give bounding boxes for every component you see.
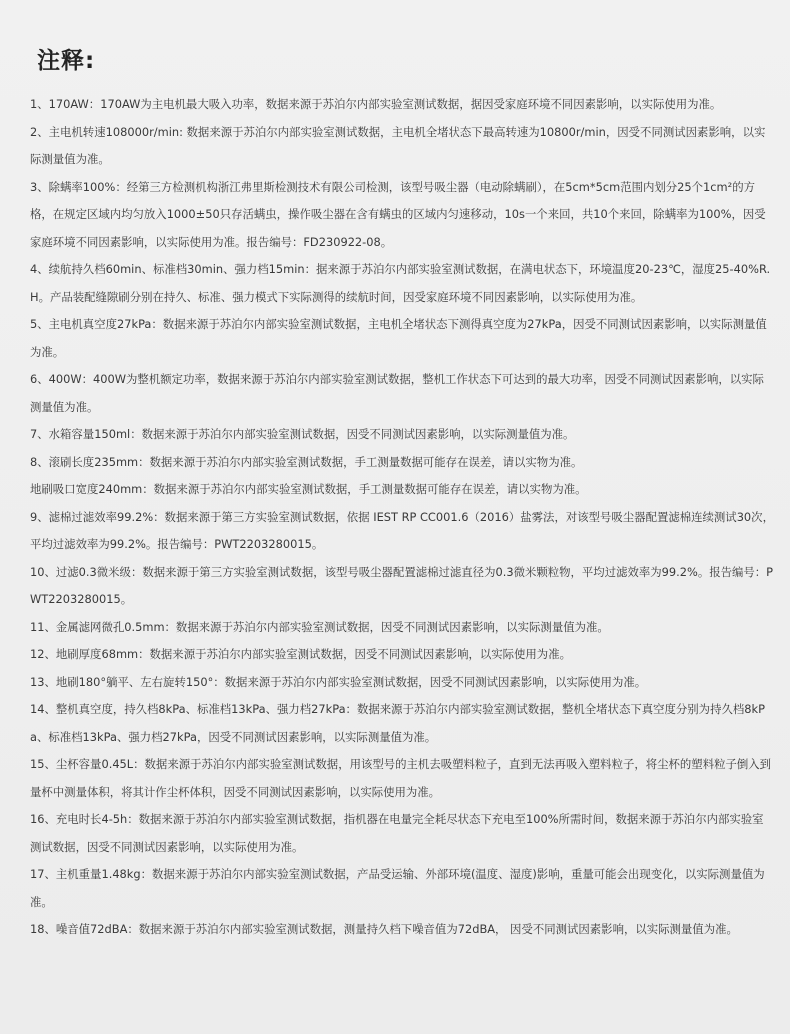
note-item-6: 6、400W：400W为整机额定功率，数据来源于苏泊尔内部实验室测试数据，整机工作状态下可达到的最大功率，因受不同测试因素影响，以实际测量值为准。: [30, 372, 764, 414]
note-item-13: 13、地刷180°躺平、左右旋转150°：数据来源于苏泊尔内部实验室测试数据，因受不同测试因素影响，以实际使用为准。: [30, 674, 647, 689]
notes-list: [30, 91, 774, 944]
note-item-14: 14、整机真空度，持久档8kPa、标准档13kPa、强力档27kPa：数据来源于苏泊尔内部实验室测试数据，整机全堵状态下真空度分别为持久档8kPa、标准档13kPa、强力档27kPa，因受不同测试因素影响，以实际测量值为准。: [30, 702, 765, 744]
note-item-12: 12、地刷厚度68mm：数据来源于苏泊尔内部实验室测试数据，因受不同测试因素影响，以实际使用为准。: [30, 647, 571, 661]
note-item-1: 1、170AW：170AW为主电机最大吸入功率，数据来源于苏泊尔内部实验室测试数据，据因受家庭环境不同因素影响，以实际使用为准。: [30, 97, 722, 111]
note-item-5: 5、主电机真空度27kPa：数据来源于苏泊尔内部实验室测试数据，主电机全堵状态下测得真空度为27kPa，因受不同测试因素影响，以实际测量值为准。: [30, 317, 767, 359]
note-item-18: 18、噪音值72dBA：数据来源于苏泊尔内部实验室测试数据，测量持久档下噪音值为72dBA， 因受不同测试因素影响，以实际测量值为准。: [30, 922, 738, 936]
note-item-15: 15、尘杯容量0.45L：数据来源于苏泊尔内部实验室测试数据，用该型号的主机去吸塑料粒子，直到无法再吸入塑料粒子，将尘杯的塑料粒子倒入到量杯中测量体积，将其计作尘杯体积，因受不同测试因素影响，以实际使用为准。: [30, 757, 772, 799]
note-item-3: 3、除螨率100%：经第三方检测机构浙江弗里斯检测技术有限公司检测，该型号吸尘器（电动除螨刷），在5cm*5cm范围内划分25个1cm²的方格，在规定区域内均匀放入1000±50只存活螨虫，操作吸尘器在含有螨虫的区域内匀速移动，10s一个来回，共10个来回，除螨率为100%，因受家庭环境不同因素影响，以实际使用为准。报告编号：FD230922-08。: [30, 179, 766, 249]
note-item-8: 8、滚刷长度235mm：数据来源于苏泊尔内部实验室测试数据，手工测量数据可能存在误差，请以实物为准。: [30, 454, 583, 469]
note-item-8b: 地刷吸口宽度240mm：数据来源于苏泊尔内部实验室测试数据，手工测量数据可能存在误差，请以实物为准。: [30, 482, 587, 496]
note-item-2: 2、主电机转速108000r/min: 数据来源于苏泊尔内部实验室测试数据，主电机全堵状态下最高转速为10800r/min，因受不同测试因素影响，以实际测量值为准。: [30, 124, 766, 166]
page-title: 注释:: [37, 48, 96, 74]
note-item-16: 16、充电时长4-5h：数据来源于苏泊尔内部实验室测试数据，指机器在电量完全耗尽状态下充电至100%所需时间，数据来源于苏泊尔内部实验室测试数据，因受不同测试因素影响，以实际使用为准。: [30, 812, 764, 854]
note-item-10: 10、过滤0.3微米级：数据来源于第三方实验室测试数据，该型号吸尘器配置滤棉过滤直径为0.3微米颗粒物，平均过滤效率为99.2%。报告编号：PWT2203280015。: [30, 564, 774, 606]
note-item-11: 11、金属滤网微孔0.5mm：数据来源于苏泊尔内部实验室测试数据，因受不同测试因素影响，以实际测量值为准。: [30, 619, 609, 634]
note-item-9: 9、滤棉过滤效率99.2%：数据来源于第三方实验室测试数据，依据 IEST RP CC001.6（2016）盐雾法，对该型号吸尘器配置滤棉连续测试30次，平均过滤效率为99.2%。报告编号：PWT2203280015。: [30, 509, 774, 551]
note-item-17: 17、主机重量1.48kg：数据来源于苏泊尔内部实验室测试数据，产品受运输、外部环境(温度、湿度)影响，重量可能会出现变化，以实际测量值为准。: [30, 867, 765, 909]
note-item-4: 4、续航持久档60min、标准档30min、强力档15min：据来源于苏泊尔内部实验室测试数据，在满电状态下，环境温度20-23℃，湿度25-40%R.H。产品装配缝隙刷分别在持久、标准、强力模式下实际测得的续航时间，因受家庭环境不同因素影响，以实际使用为准。: [30, 262, 771, 304]
note-item-7: 7、水箱容量150ml：数据来源于苏泊尔内部实验室测试数据，因受不同测试因素影响，以实际测量值为准。: [30, 427, 575, 441]
